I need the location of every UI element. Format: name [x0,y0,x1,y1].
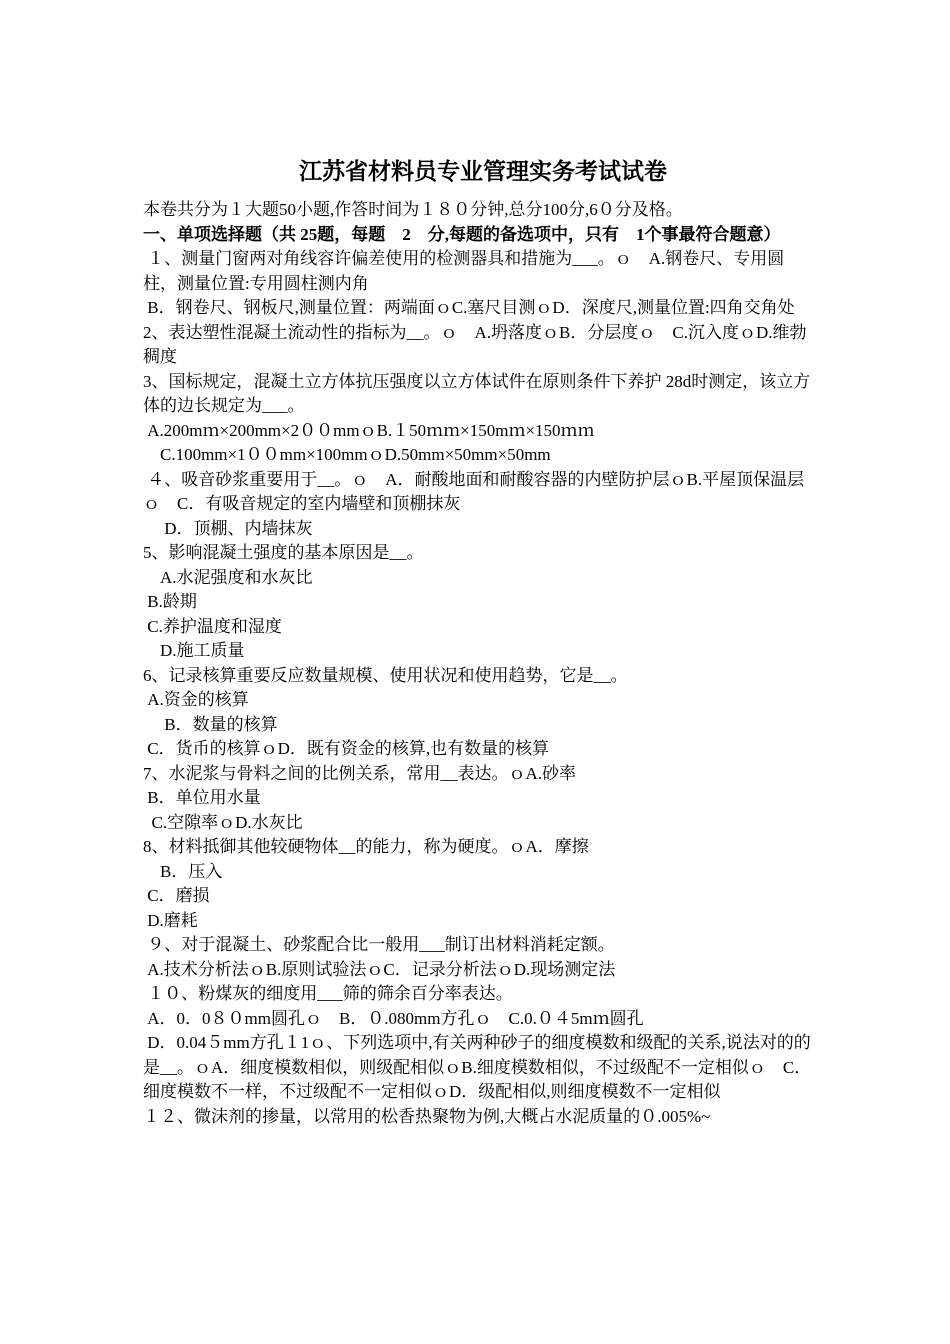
question-line: A.资金的核算 [143,690,249,709]
question-line: C．磨损 [143,886,210,905]
question-line: B．钢卷尺、钢板尺,测量位置：两端面ｏC.塞尺目测ｏD．深度尺,测量位置:四角交角处 [143,298,795,317]
question-line: B．单位用水量 [143,788,261,807]
question-line: D.磨耗 [143,910,198,930]
question-line: １２、微沫剂的掺量，以常用的松香热聚物为例,大概占水泥质量的０.005%~ [143,1106,711,1126]
question-line: B．压入 [143,861,223,881]
question-line: 5、影响混凝土强度的基本原因是__。 [143,543,424,562]
question-line: C.100mm×1００mm×100mmｏD.50mm×50mm×50mm [143,445,551,464]
section-heading: 一、单项选择题（共 25题，每题 2 分,每题的备选项中，只有 1个事最符合题意） [143,224,781,244]
question-line: C.空隙率ｏD.水灰比 [143,812,303,832]
document-page [143,150,813,1129]
question-line: A.200mｍ×200mm×2００mmｏB.１50ｍｍ×150mｍ×150ｍｍ [143,420,595,440]
question-line: 3、国标规定，混凝土立方体抗压强度以立方体试件在原则条件下养护 28d时测定，该立方体的边长规定为___。 [143,371,811,415]
question-line: A.水泥强度和水灰比 [143,567,313,587]
question-line: １０、粉煤灰的细度用___筛的筛余百分率表达。 [143,984,513,1003]
question-line: D.施工质量 [143,641,245,660]
question-line: 6、记录核算重要反应数量规模、使用状况和使用趋势，它是__。 [143,665,628,685]
question-line: C．货币的核算ｏD．既有资金的核算,也有数量的核算 [143,739,550,758]
question-line: 2、表达塑性混凝土流动性的指标为__。ｏ A.坍落度ｏB．分层度ｏ C.沉入度ｏD.维勃稠度 [143,322,807,366]
question-line: C.养护温度和湿度 [143,616,282,636]
question-line: ９、对于混凝土、砂浆配合比一般用___制订出材料消耗定额。 [143,935,615,954]
question-line: B．数量的核算 [143,714,278,734]
question-line: A.技术分析法ｏB.原则试验法ｏC．记录分析法ｏD.现场测定法 [143,959,616,979]
document-title: 江苏省材料员专业管理实务考试试卷 [299,159,667,184]
question-line: D．顶棚、内墙抹灰 [143,518,313,538]
question-line: １、测量门窗两对角线容许偏差使用的检测器具和措施为___。ｏ A.钢卷尺、专用圆柱，测量位置:专用圆柱测内角 [143,249,785,293]
question-line: ４、吸音砂浆重要用于__。ｏ A．耐酸地面和耐酸容器的内壁防护层ｏB.平屋顶保温层ｏ C．有吸音规定的室内墙壁和顶棚抹灰 [143,469,805,513]
question-line: 7、水泥浆与骨料之间的比例关系，常用__表达。ｏA.砂率 [143,763,577,783]
question-line: A．0．0８０mm圆孔ｏ B．０.080mm方孔ｏ C.0.０４5mｍ圆孔 [143,1008,644,1028]
question-line: B.龄期 [143,592,197,611]
question-line: 8、材料抵御其他较硬物体__的能力，称为硬度。ｏA．摩擦 [143,837,589,856]
question-line: D．0.04５mm方孔１1ｏ、下列选项中,有关两种砂子的细度模数和级配的关系,说法对的的是__。ｏA．细度模数相似，则级配相似ｏB.细度模数相似，不过级配不一定相似ｏ C．细度模数不一样，不过级配不一定相似ｏD．级配相似,则细度模数不一定相似 [143,1033,812,1101]
document-intro: 本卷共分为１大题50小题,作答时间为１８０分钟,总分100分,6０分及格。 [143,200,683,219]
